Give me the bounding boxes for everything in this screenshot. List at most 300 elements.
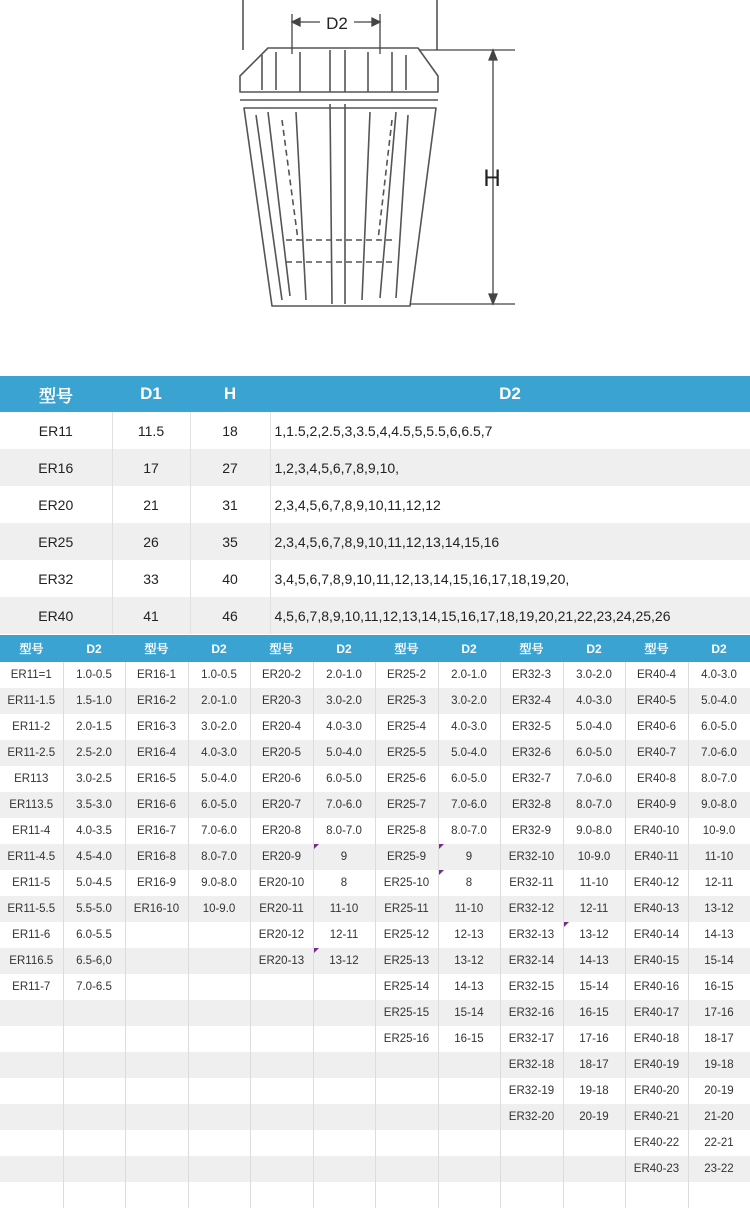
table-row: [0, 844, 750, 870]
size-d2-cell: 5.0-4.0: [313, 740, 375, 766]
empty-cell: [313, 974, 375, 1000]
size-model-cell: ER40-23: [625, 1156, 688, 1182]
size-model-cell: ER32-8: [500, 792, 563, 818]
size-d2-cell: 9.0-8.0: [563, 818, 625, 844]
empty-cell: [63, 1078, 125, 1104]
size-model-cell: ER16-7: [125, 818, 188, 844]
size-d2-cell: 2.0-1.0: [313, 662, 375, 688]
size-d2-cell: 20-19: [563, 1104, 625, 1130]
empty-cell: [438, 1078, 500, 1104]
size-d2-cell: 8: [438, 870, 500, 896]
empty-cell: [313, 1130, 375, 1156]
size-model-cell: ER25-7: [375, 792, 438, 818]
empty-cell: [500, 1156, 563, 1182]
size-model-cell: ER40-4: [625, 662, 688, 688]
spec-d2-cell: 4,5,6,7,8,9,10,11,12,13,14,15,16,17,18,19,20,21,22,23,24,25,26: [270, 597, 750, 634]
size-header-cell: D2: [688, 635, 750, 662]
table-row: [0, 560, 750, 597]
size-model-cell: ER40-10: [625, 818, 688, 844]
size-header-cell: D2: [313, 635, 375, 662]
size-model-cell: ER20-11: [250, 896, 313, 922]
table-row: [0, 870, 750, 896]
spec-header-cell: D1: [112, 376, 190, 412]
size-d2-cell: 12-11: [688, 870, 750, 896]
empty-cell: [438, 1156, 500, 1182]
size-model-cell: ER32-15: [500, 974, 563, 1000]
empty-cell: [313, 1000, 375, 1026]
spec-d2-cell: 1,2,3,4,5,6,7,8,9,10,: [270, 449, 750, 486]
size-d2-cell: 12-11: [563, 896, 625, 922]
empty-cell: [0, 1104, 63, 1130]
size-d2-cell: 14-13: [688, 922, 750, 948]
empty-cell: [125, 974, 188, 1000]
size-model-cell: ER25-3: [375, 688, 438, 714]
size-d2-cell: 4.0-3.0: [438, 714, 500, 740]
size-d2-cell: 16-15: [438, 1026, 500, 1052]
table-row: [0, 974, 750, 1000]
empty-cell: [375, 1182, 438, 1208]
table-row: [0, 1130, 750, 1156]
size-model-cell: ER32-20: [500, 1104, 563, 1130]
size-header-cell: D2: [438, 635, 500, 662]
size-model-cell: ER32-10: [500, 844, 563, 870]
size-model-cell: ER20-9: [250, 844, 313, 870]
size-model-cell: ER20-8: [250, 818, 313, 844]
table-row: [0, 1182, 750, 1208]
size-d2-cell: 12-11: [313, 922, 375, 948]
size-d2-cell: 4.0-3.0: [313, 714, 375, 740]
size-model-cell: ER20-2: [250, 662, 313, 688]
spec-table-header: [0, 376, 750, 412]
empty-cell: [125, 1000, 188, 1026]
empty-cell: [0, 1078, 63, 1104]
empty-cell: [188, 948, 250, 974]
empty-cell: [438, 1182, 500, 1208]
size-model-cell: ER20-6: [250, 766, 313, 792]
size-d2-cell: 10-9.0: [563, 844, 625, 870]
size-model-cell: ER32-3: [500, 662, 563, 688]
size-model-cell: ER40-7: [625, 740, 688, 766]
size-model-cell: ER32-11: [500, 870, 563, 896]
empty-cell: [188, 922, 250, 948]
empty-cell: [438, 1130, 500, 1156]
size-d2-cell: 17-16: [688, 1000, 750, 1026]
size-d2-cell: 5.0-4.0: [438, 740, 500, 766]
empty-cell: [563, 1182, 625, 1208]
size-model-cell: ER20-10: [250, 870, 313, 896]
size-model-cell: ER11-2: [0, 714, 63, 740]
size-model-cell: ER11-4.5: [0, 844, 63, 870]
spec-cell: 46: [190, 597, 270, 634]
table-row: [0, 1052, 750, 1078]
empty-cell: [563, 1130, 625, 1156]
size-model-cell: ER25-10: [375, 870, 438, 896]
size-header-cell: 型号: [625, 635, 688, 662]
size-d2-cell: 6.0-5.0: [688, 714, 750, 740]
spec-header-cell: 型号: [0, 376, 112, 412]
size-model-cell: ER40-6: [625, 714, 688, 740]
empty-cell: [250, 1104, 313, 1130]
empty-cell: [375, 1156, 438, 1182]
empty-cell: [125, 1052, 188, 1078]
size-model-cell: ER40-21: [625, 1104, 688, 1130]
size-d2-cell: 10-9.0: [688, 818, 750, 844]
empty-cell: [625, 1182, 688, 1208]
table-row: [0, 766, 750, 792]
empty-cell: [188, 974, 250, 1000]
empty-cell: [313, 1026, 375, 1052]
size-d2-cell: 5.0-4.0: [688, 688, 750, 714]
size-model-cell: ER20-12: [250, 922, 313, 948]
table-row: [0, 948, 750, 974]
size-d2-cell: 11-10: [688, 844, 750, 870]
d2-dimension-label: D2: [326, 14, 348, 33]
empty-cell: [188, 1182, 250, 1208]
size-d2-cell: 14-13: [438, 974, 500, 1000]
size-d2-cell: 4.5-4.0: [63, 844, 125, 870]
size-d2-cell: 8: [313, 870, 375, 896]
size-model-cell: ER25-12: [375, 922, 438, 948]
size-model-cell: ER25-5: [375, 740, 438, 766]
size-d2-cell: 3.0-2.0: [188, 714, 250, 740]
size-model-cell: ER16-10: [125, 896, 188, 922]
empty-cell: [313, 1156, 375, 1182]
size-d2-cell: 4.0-3.0: [563, 688, 625, 714]
size-model-cell: ER11-6: [0, 922, 63, 948]
size-model-cell: ER25-11: [375, 896, 438, 922]
size-model-cell: ER11-5.5: [0, 896, 63, 922]
spec-cell: ER32: [0, 560, 112, 597]
empty-cell: [0, 1000, 63, 1026]
size-table-header: [0, 635, 750, 662]
size-model-cell: ER11-5: [0, 870, 63, 896]
empty-cell: [375, 1130, 438, 1156]
table-row: [0, 896, 750, 922]
size-model-cell: ER40-16: [625, 974, 688, 1000]
spec-cell: 35: [190, 523, 270, 560]
size-model-cell: ER20-3: [250, 688, 313, 714]
collet-drawing: [0, 0, 750, 372]
size-model-cell: ER32-4: [500, 688, 563, 714]
empty-cell: [688, 1182, 750, 1208]
empty-cell: [0, 1182, 63, 1208]
empty-cell: [563, 1156, 625, 1182]
size-d2-cell: 14-13: [563, 948, 625, 974]
size-model-cell: ER25-2: [375, 662, 438, 688]
size-d2-cell: 8.0-7.0: [313, 818, 375, 844]
empty-cell: [188, 1156, 250, 1182]
table-row: [0, 597, 750, 634]
spec-cell: 26: [112, 523, 190, 560]
size-model-cell: ER40-5: [625, 688, 688, 714]
size-model-cell: ER20-4: [250, 714, 313, 740]
empty-cell: [63, 1026, 125, 1052]
empty-cell: [0, 1130, 63, 1156]
empty-cell: [188, 1130, 250, 1156]
spec-cell: 31: [190, 486, 270, 523]
size-table: [0, 635, 750, 1208]
dimension-lines: [292, 14, 515, 304]
size-d2-cell: 17-16: [563, 1026, 625, 1052]
spec-d2-cell: 2,3,4,5,6,7,8,9,10,11,12,12: [274, 496, 441, 513]
size-model-cell: ER16-2: [125, 688, 188, 714]
table-row: [0, 1000, 750, 1026]
size-d2-cell: 13-12: [438, 948, 500, 974]
empty-cell: [0, 1052, 63, 1078]
size-model-cell: ER116.5: [0, 948, 63, 974]
size-d2-cell: 1.5-1.0: [63, 688, 125, 714]
size-d2-cell: 9: [438, 844, 500, 870]
size-model-cell: ER11-1.5: [0, 688, 63, 714]
size-d2-cell: 18-17: [563, 1052, 625, 1078]
size-table-body: [0, 662, 750, 1208]
size-d2-cell: 3.0-2.0: [438, 688, 500, 714]
size-d2-cell: 22-21: [688, 1130, 750, 1156]
spec-cell: 27: [190, 449, 270, 486]
size-model-cell: ER25-16: [375, 1026, 438, 1052]
size-d2-cell: 5.0-4.5: [63, 870, 125, 896]
size-d2-cell: 6.0-5.5: [63, 922, 125, 948]
spec-cell: 17: [112, 449, 190, 486]
empty-cell: [63, 1000, 125, 1026]
size-d2-cell: 15-14: [438, 1000, 500, 1026]
table-row: [0, 818, 750, 844]
size-model-cell: ER113: [0, 766, 63, 792]
size-d2-cell: 5.0-4.0: [563, 714, 625, 740]
size-d2-cell: 7.0-6.5: [63, 974, 125, 1000]
size-d2-cell: 15-14: [563, 974, 625, 1000]
spec-cell: 41: [112, 597, 190, 634]
size-model-cell: ER40-22: [625, 1130, 688, 1156]
spec-cell: ER20: [0, 486, 112, 523]
empty-cell: [125, 948, 188, 974]
empty-cell: [375, 1104, 438, 1130]
size-model-cell: ER11-2.5: [0, 740, 63, 766]
table-row: [0, 662, 750, 688]
size-header-cell: D2: [63, 635, 125, 662]
empty-cell: [438, 1052, 500, 1078]
size-model-cell: ER16-1: [125, 662, 188, 688]
size-d2-cell: 3.0-2.0: [563, 662, 625, 688]
size-d2-cell: 13-12: [313, 948, 375, 974]
empty-cell: [188, 1052, 250, 1078]
size-header-cell: 型号: [500, 635, 563, 662]
size-d2-cell: 23-22: [688, 1156, 750, 1182]
size-model-cell: ER11-7: [0, 974, 63, 1000]
empty-cell: [250, 1156, 313, 1182]
spec-cell: 18: [190, 412, 270, 449]
empty-cell: [313, 1078, 375, 1104]
table-row: [0, 1078, 750, 1104]
size-model-cell: ER11=1: [0, 662, 63, 688]
empty-cell: [250, 1078, 313, 1104]
empty-cell: [125, 1104, 188, 1130]
table-row: [0, 922, 750, 948]
size-d2-cell: 3.0-2.5: [63, 766, 125, 792]
size-d2-cell: 10-9.0: [188, 896, 250, 922]
size-d2-cell: 16-15: [563, 1000, 625, 1026]
spec-cell: 40: [190, 560, 270, 597]
size-model-cell: ER40-8: [625, 766, 688, 792]
size-model-cell: ER40-20: [625, 1078, 688, 1104]
size-d2-cell: 6.0-5.0: [563, 740, 625, 766]
table-row: [0, 1104, 750, 1130]
size-d2-cell: 7.0-6.0: [563, 766, 625, 792]
size-d2-cell: 13-12: [563, 922, 625, 948]
size-d2-cell: 20-19: [688, 1078, 750, 1104]
size-model-cell: ER32-19: [500, 1078, 563, 1104]
empty-cell: [188, 1000, 250, 1026]
empty-cell: [250, 1182, 313, 1208]
empty-cell: [125, 1130, 188, 1156]
size-model-cell: ER25-6: [375, 766, 438, 792]
table-row: [0, 714, 750, 740]
size-d2-cell: 2.5-2.0: [63, 740, 125, 766]
size-d2-cell: 7.0-6.0: [188, 818, 250, 844]
empty-cell: [250, 974, 313, 1000]
empty-cell: [188, 1104, 250, 1130]
size-model-cell: ER20-13: [250, 948, 313, 974]
spec-cell: ER40: [0, 597, 112, 634]
size-d2-cell: 6.0-5.0: [313, 766, 375, 792]
size-d2-cell: 18-17: [688, 1026, 750, 1052]
spec-table-body: [0, 412, 750, 634]
size-model-cell: ER25-8: [375, 818, 438, 844]
empty-cell: [250, 1026, 313, 1052]
spec-d2-cell: 1,1.5,2,2.5,3,3.5,4,4.5,5,5.5,6,6.5,7: [274, 422, 493, 439]
spec-cell: 21: [112, 486, 190, 523]
size-d2-cell: 8.0-7.0: [188, 844, 250, 870]
size-d2-cell: 7.0-6.0: [688, 740, 750, 766]
empty-cell: [0, 1026, 63, 1052]
spec-d2-cell: 3,4,5,6,7,8,9,10,11,12,13,14,15,16,17,18,19,20,: [274, 570, 570, 587]
empty-cell: [313, 1182, 375, 1208]
empty-cell: [500, 1182, 563, 1208]
table-row: [0, 486, 750, 523]
size-d2-cell: 9.0-8.0: [188, 870, 250, 896]
size-d2-cell: 15-14: [688, 948, 750, 974]
size-header-cell: D2: [188, 635, 250, 662]
size-model-cell: ER40-12: [625, 870, 688, 896]
size-model-cell: ER32-18: [500, 1052, 563, 1078]
size-d2-cell: 6.0-5.0: [438, 766, 500, 792]
spec-cell: ER25: [0, 523, 112, 560]
empty-cell: [63, 1104, 125, 1130]
size-model-cell: ER32-16: [500, 1000, 563, 1026]
size-d2-cell: 9: [313, 844, 375, 870]
size-model-cell: ER32-5: [500, 714, 563, 740]
spec-table: [0, 376, 750, 634]
size-d2-cell: 9.0-8.0: [688, 792, 750, 818]
size-d2-cell: 8.0-7.0: [563, 792, 625, 818]
size-d2-cell: 11-10: [438, 896, 500, 922]
size-model-cell: ER32-13: [500, 922, 563, 948]
size-model-cell: ER16-5: [125, 766, 188, 792]
size-header-cell: 型号: [250, 635, 313, 662]
size-model-cell: ER16-8: [125, 844, 188, 870]
size-model-cell: ER40-19: [625, 1052, 688, 1078]
size-model-cell: ER25-14: [375, 974, 438, 1000]
size-d2-cell: 7.0-6.0: [438, 792, 500, 818]
size-model-cell: ER40-14: [625, 922, 688, 948]
table-row: [0, 412, 750, 449]
table-row: [0, 740, 750, 766]
empty-cell: [63, 1182, 125, 1208]
size-model-cell: ER25-15: [375, 1000, 438, 1026]
empty-cell: [500, 1130, 563, 1156]
size-model-cell: ER40-11: [625, 844, 688, 870]
table-row: [0, 1026, 750, 1052]
size-d2-cell: 1.0-0.5: [63, 662, 125, 688]
table-row: [0, 523, 750, 560]
empty-cell: [313, 1052, 375, 1078]
h-dimension-label: H: [483, 165, 501, 192]
size-model-cell: ER32-17: [500, 1026, 563, 1052]
size-model-cell: ER16-3: [125, 714, 188, 740]
size-model-cell: ER32-12: [500, 896, 563, 922]
empty-cell: [250, 1000, 313, 1026]
size-model-cell: ER40-13: [625, 896, 688, 922]
spec-cell: 11.5: [112, 412, 190, 449]
empty-cell: [250, 1130, 313, 1156]
size-model-cell: ER32-6: [500, 740, 563, 766]
empty-cell: [313, 1104, 375, 1130]
size-model-cell: ER25-13: [375, 948, 438, 974]
empty-cell: [125, 1078, 188, 1104]
table-row: [0, 449, 750, 486]
size-d2-cell: 21-20: [688, 1104, 750, 1130]
size-model-cell: ER20-5: [250, 740, 313, 766]
size-d2-cell: 11-10: [313, 896, 375, 922]
empty-cell: [125, 1026, 188, 1052]
size-model-cell: ER16-4: [125, 740, 188, 766]
empty-cell: [0, 1156, 63, 1182]
size-d2-cell: 19-18: [563, 1078, 625, 1104]
empty-cell: [188, 1026, 250, 1052]
size-d2-cell: 4.0-3.0: [688, 662, 750, 688]
table-row: [0, 688, 750, 714]
spec-header-cell: D2: [270, 376, 750, 412]
collet-outline: [240, 0, 438, 306]
empty-cell: [125, 1182, 188, 1208]
size-d2-cell: 7.0-6.0: [313, 792, 375, 818]
empty-cell: [63, 1156, 125, 1182]
empty-cell: [63, 1052, 125, 1078]
size-model-cell: ER25-9: [375, 844, 438, 870]
spec-cell: ER11: [0, 412, 112, 449]
size-d2-cell: 2.0-1.5: [63, 714, 125, 740]
size-d2-cell: 4.0-3.5: [63, 818, 125, 844]
empty-cell: [125, 1156, 188, 1182]
size-model-cell: ER11-4: [0, 818, 63, 844]
spec-cell: 33: [112, 560, 190, 597]
size-model-cell: ER40-15: [625, 948, 688, 974]
empty-cell: [438, 1104, 500, 1130]
size-header-cell: 型号: [0, 635, 63, 662]
empty-cell: [188, 1078, 250, 1104]
size-d2-cell: 6.5-6,0: [63, 948, 125, 974]
size-d2-cell: 5.0-4.0: [188, 766, 250, 792]
size-d2-cell: 12-13: [438, 922, 500, 948]
spec-d2-cell: 2,3,4,5,6,7,8,9,10,11,12,13,14,15,16: [270, 523, 750, 560]
empty-cell: [375, 1052, 438, 1078]
empty-cell: [63, 1130, 125, 1156]
size-header-cell: 型号: [125, 635, 188, 662]
empty-cell: [250, 1052, 313, 1078]
size-d2-cell: 1.0-0.5: [188, 662, 250, 688]
size-model-cell: ER20-7: [250, 792, 313, 818]
size-model-cell: ER40-17: [625, 1000, 688, 1026]
